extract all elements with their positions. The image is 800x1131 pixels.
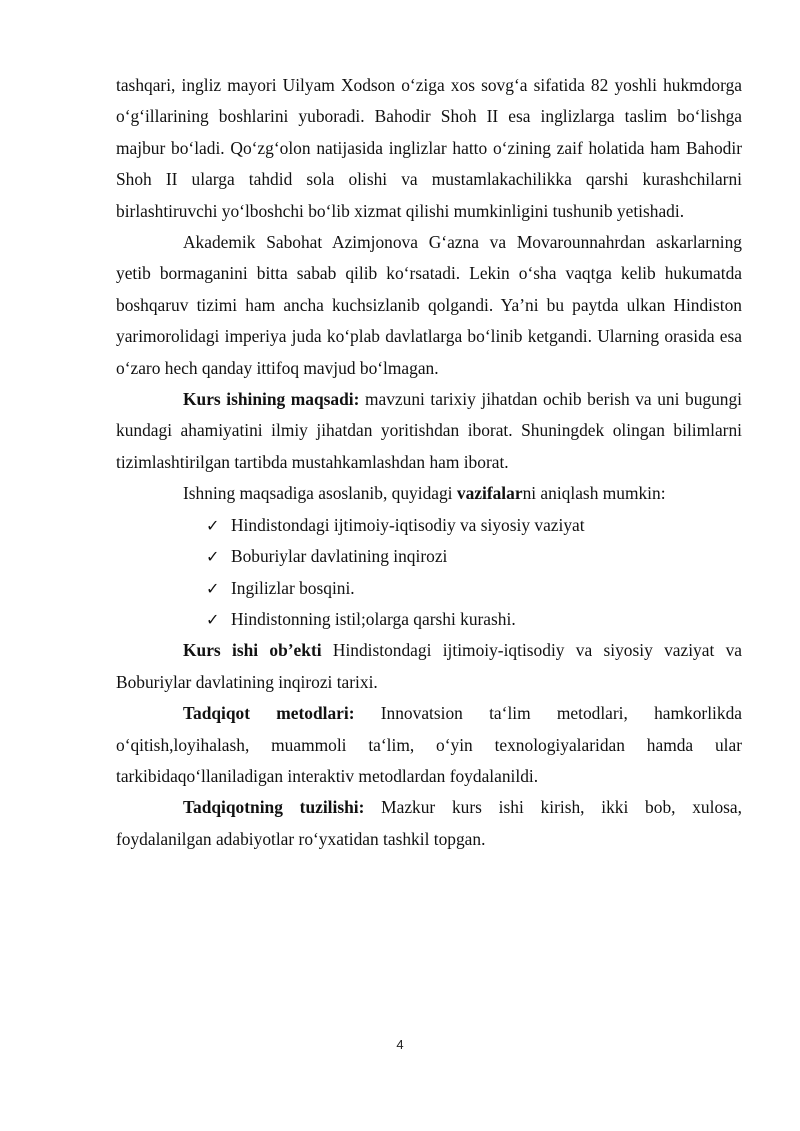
- checkmark-icon: ✓: [206, 515, 220, 535]
- tasks-keyword: vazifalar: [456, 483, 523, 504]
- paragraph-object: [116, 635, 742, 698]
- body-text: [116, 70, 742, 855]
- task-text: Hindistonning istil;olarga qarshi kurashi.: [231, 608, 516, 629]
- paragraph-structure: [116, 792, 742, 855]
- tasks-list: [116, 510, 742, 636]
- object-text: Hindistondagi ijtimoiy-iqtisodiy va siyosiy vaziyat va Boburiylar davlatining inqirozi tarixi.: [116, 640, 743, 692]
- structure-text: Mazkur kurs ishi kirish, ikki bob, xulosa, foydalanilgan adabiyotlar ro‘yxatidan tashkil topgan.: [116, 797, 742, 849]
- list-item: [206, 573, 742, 604]
- paragraph-1: tashqari, ingliz mayori Uilyam Xodson o‘ziga xos sovg‘a sifatida 82 yoshli hukmdorga o‘g‘illarining boshlarini yuboradi. Bahodir Shoh II esa inglizlarga taslim bo‘lishga majbur bo‘ladi. Qo‘zg‘olon natijasida inglizlar hatto o‘zining zaif holatida ham Bahodir Shoh II ularga tahdid sola olishi va mustamlakachilikka qarshi kurashchilarni birlashtiruvchi yo‘lboshchi bo‘lib xizmat qilishi mumkinligini tushunib yetishadi.: [116, 75, 742, 221]
- page-number: 4: [396, 1037, 404, 1052]
- checkmark-icon: ✓: [206, 609, 220, 629]
- tasks-intro-tail: ni aniqlash mumkin:: [522, 483, 666, 504]
- paragraph-tasks-intro: [116, 478, 742, 509]
- list-item: [206, 510, 742, 541]
- methods-text: Innovatsion ta‘lim metodlari, hamkorlikda o‘qitish,loyihalash, muammoli ta‘lim, o‘yin texnologiyalaridan hamda ular tarkibidaqo‘llaniladigan interaktiv metodlardan foydalanildi.: [116, 703, 742, 786]
- checkmark-icon: ✓: [206, 547, 220, 567]
- goal-text: mavzuni tarixiy jihatdan ochib berish va uni bugungi kundagi ahamiyatini ilmiy jihatdan yoritishdan iborat. Shuningdek olingan bilimlarni tizimlashtirilgan tartibda mustahkamlashdan ham iborat.: [116, 389, 742, 472]
- structure-label: Tadqiqotning tuzilishi:: [183, 797, 365, 818]
- task-text: Boburiylar davlatining inqirozi: [231, 546, 448, 567]
- tasks-intro-text: Ishning maqsadiga asoslanib, quyidagi: [183, 483, 457, 504]
- paragraph-methods: [116, 698, 742, 792]
- methods-label: Tadqiqot metodlari:: [183, 703, 355, 724]
- task-text: Ingilizlar bosqini.: [231, 577, 355, 598]
- list-item: [206, 541, 742, 572]
- paragraph-goal: [116, 384, 742, 478]
- paragraph-2: Akademik Sabohat Azimjonova G‘azna va Movarounnahrdan askarlarning yetib bormaganini bitta sabab qilib ko‘rsatadi. Lekin o‘sha vaqtga kelib hukumatda boshqaruv tizimi ham ancha kuchsizlanib qolgandi. Ya’ni bu paytda ulkan Hindiston yarimorolidagi imperiya juda ko‘plab davlatlarga bo‘linib ketgandi. Ularning orasida esa o‘zaro hech qanday ittifoq mavjud bo‘lmagan.: [116, 232, 742, 378]
- goal-label: Kurs ishining maqsadi:: [183, 389, 360, 410]
- checkmark-icon: ✓: [206, 578, 220, 598]
- task-text: Hindistondagi ijtimoiy-iqtisodiy va siyosiy vaziyat: [231, 514, 585, 535]
- list-item: [206, 604, 742, 635]
- object-label: Kurs ishi ob’ekti: [183, 640, 322, 661]
